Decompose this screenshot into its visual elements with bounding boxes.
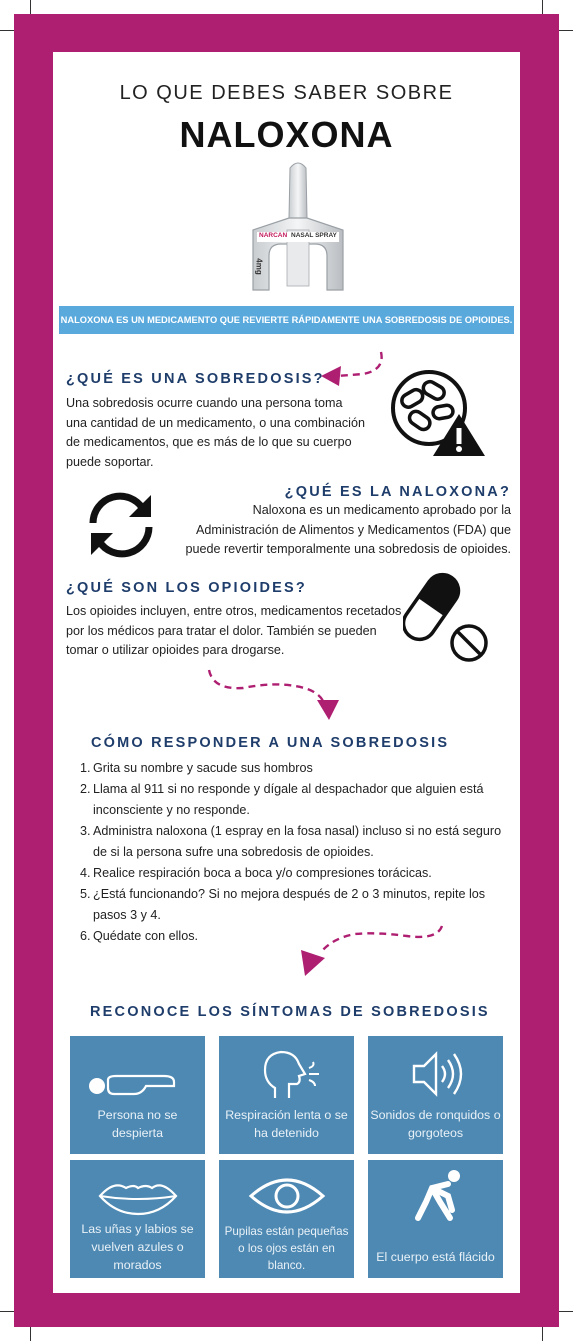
response-steps-list (80, 758, 505, 947)
nasal-spray-device-image (243, 160, 353, 300)
header-kicker: LO QUE DEBES SABER SOBRE (119, 82, 454, 104)
lying-person-icon (70, 1042, 205, 1100)
speaker-sound-icon (368, 1042, 503, 1100)
opioids-body: Los opioides incluyen, entre otros, medicamentos recetados por los médicos para tratar el dolor. También se pueden tomar o utilizar opioides para drogarse. (66, 604, 402, 657)
symptom-tile: Pupilas están pequeñas o los ojos están en blanco. (219, 1160, 354, 1278)
respond-heading: CÓMO RESPONDER A UNA SOBREDOSIS (91, 735, 450, 751)
crop-mark (30, 0, 31, 14)
list-item: 5. ¿Está funcionando? Si no mejora después de 2 o 3 minutos, repite los pasos 3 y 4. (80, 887, 486, 922)
refresh-cycle-icon (81, 487, 161, 561)
list-item: 1. Grita su nombre y sacude sus hombros (80, 761, 313, 775)
symptom-tile: El cuerpo está flácido (368, 1160, 503, 1278)
page-title: NALOXONA (179, 114, 394, 155)
naloxone-heading: ¿QUÉ ES LA NALOXONA? (284, 484, 511, 500)
limp-person-icon (368, 1166, 503, 1224)
breathing-face-icon (219, 1042, 354, 1100)
curved-arrow-icon (319, 348, 389, 388)
crop-mark (0, 1311, 14, 1312)
crop-mark (0, 30, 14, 31)
eye-icon (219, 1166, 354, 1224)
symptom-tile: Persona no se despierta (70, 1036, 205, 1154)
list-item: 6. Quédate con ellos. (80, 929, 199, 943)
overdose-body: Una sobredosis ocurre cuando una persona toma una cantidad de un medicamento, o una combinación de medicamentos, que es más de lo que su cuerpo puede soportar. (66, 396, 365, 469)
crop-mark (559, 30, 573, 31)
overdose-heading: ¿QUÉ ES UNA SOBREDOSIS? (66, 371, 325, 387)
capsule-no-pill-icon (403, 567, 493, 665)
crop-mark (30, 1327, 31, 1341)
device-spray-label: NASAL SPRAY (291, 232, 337, 239)
device-brand-label: NARCAN (259, 232, 288, 239)
crop-mark (542, 1327, 543, 1341)
crop-mark (542, 0, 543, 14)
opioids-heading: ¿QUÉ SON LOS OPIOIDES? (66, 580, 307, 596)
list-item: 2. Llama al 911 si no responde y dígale al despachador que alguien está inconsciente y no responde. (80, 782, 484, 817)
info-banner: NALOXONA ES UN MEDICAMENTO QUE REVIERTE RÁPIDAMENTE UNA SOBREDOSIS DE OPIOIDES. (59, 306, 514, 334)
symptom-tile: Sonidos de ronquidos o gorgoteos (368, 1036, 503, 1154)
naloxone-body: Naloxona es un medicamento aprobado por la Administración de Alimentos y Medicamentos (FDA) que puede revertir temporalmente una sobredosis de opioides. (185, 503, 511, 556)
symptom-tile: Respiración lenta o se ha detenido (219, 1036, 354, 1154)
curved-arrow-icon (297, 920, 447, 978)
pills-warning-icon (389, 368, 489, 458)
symptom-tile: Las uñas y labios se vuelven azules o morados (70, 1160, 205, 1278)
device-dose-label: 4mg (254, 258, 264, 275)
list-item: 4. Realice respiración boca a boca y/o compresiones torácicas. (80, 866, 432, 880)
content-panel (53, 52, 520, 1293)
symptoms-heading: RECONOCE LOS SÍNTOMAS DE SOBREDOSIS (90, 1004, 490, 1020)
crop-mark (559, 1311, 573, 1312)
list-item: 3. Administra naloxona (1 espray en la fosa nasal) incluso si no está seguro de si la persona sufre una sobredosis de opioides. (80, 824, 502, 859)
lips-icon (70, 1166, 205, 1224)
curved-arrow-icon (203, 664, 348, 722)
